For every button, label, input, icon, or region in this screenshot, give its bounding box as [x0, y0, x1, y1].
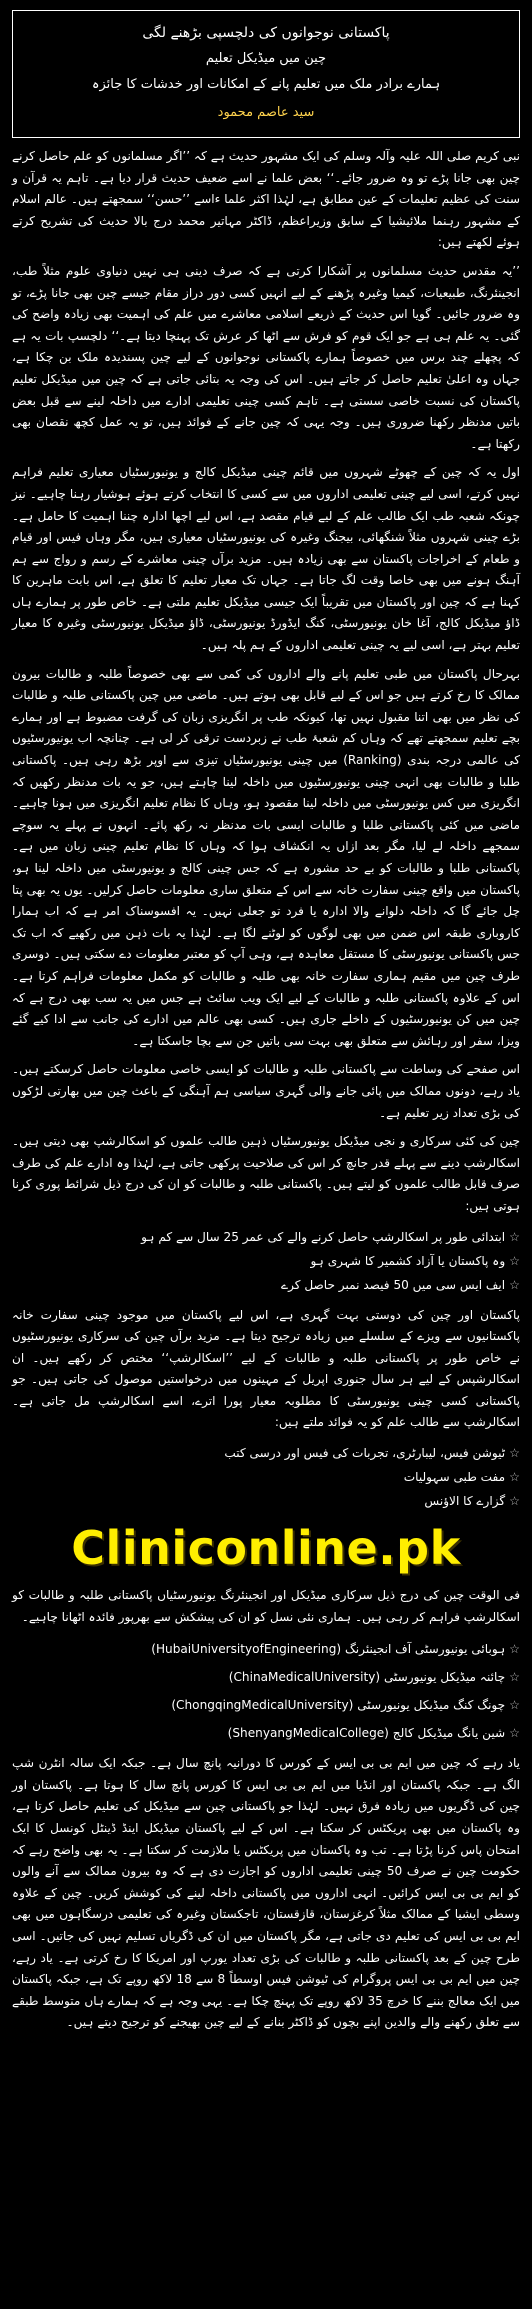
university-name-english: (ChinaMedicalUniversity)	[228, 1670, 381, 1685]
star-icon: ☆	[509, 1470, 520, 1485]
list-item-text: وہ پاکستان یا آزاد کشمیر کا شہری ہو	[310, 1253, 506, 1268]
university-name-urdu: چونگ کنگ میڈیکل یونیورسٹی	[357, 1698, 506, 1713]
university-name-english: (ShenyangMedicalCollege)	[227, 1726, 389, 1741]
article-body	[8, 146, 524, 2034]
list-item-text: گزارے کا الاؤنس	[424, 1494, 506, 1509]
star-icon: ☆	[509, 1446, 520, 1461]
list-item	[12, 1225, 520, 1249]
paragraph: فی الوقت چین کی درج ذیل سرکاری میڈیکل اور انجینئرنگ یونیورسٹیاں پاکستانی طلبہ و طالبات کو اسکالرشپ فراہم کر رہی ہیں۔ ہماری نئی نسل کو ان کی پیشکش سے بھرپور فائدہ اٹھانا چاہیے۔	[12, 1588, 520, 1624]
star-icon: ☆	[509, 1726, 520, 1741]
star-icon: ☆	[509, 1670, 520, 1685]
paragraph: بہرحال پاکستان میں طبی تعلیم پانے والے اداروں کی کمی سے بھی خصوصاً طلبہ و طالبات بیرون ممالک کا رخ کرتے ہیں جو اس کے لیے قابل بھی ہوتے ہیں۔ ماضی میں چین پاکستانی طلبہ و طالبات کی نظر میں بھی اتنا مقبول نہیں تھا، کیونکہ طب پر انگریزی زبان کی گرفت مضبوط ہے اور ہمارے بچے تعلیم سمجھتے تھے کہ وہاں کم شعبۂ طب نے زبردست ترقی کر لی ہے۔ چنانچہ اب یونیورسٹیوں کی عالمی درجہ بندی (Ranking) میں چینی یونیورسٹیاں تیزی سے اوپر بڑھ رہی ہیں۔ پاکستانی طلبا و طالبات بھی انہی چینی یونیورسٹیوں میں داخلہ لینا چاہتے ہیں، جو یہ بات مدنظر رکھیں کہ انگریزی میں کس یونیورسٹی میں داخلہ لینا مقصود ہو، وہاں کا نظام تعلیم انگریزی میں ہونا چاہیے۔ ماضی میں کئی پاکستانی طلبا و طالبات ایسی بات مدنظر نہ رکھ پائے۔ انہوں نے پہلے یہ سوچے سمجھے داخلہ لے لیا، مگر بعد ازاں یہ انکشاف ہوا کہ وہاں کا نظام تعلیم چینی زبان میں ہے۔ پاکستانی طلبا و طالبات کو بے حد مشورہ ہے کہ جس چینی کالج و یونیورسٹی میں داخلہ لینا ہو، پاکستان میں واقع چینی سفارت خانہ سے اس کے متعلق ساری معلومات حاصل کرلیں۔ یوں یہ بھی پتا چل جائے گا کہ داخلہ دلوانے والا ادارہ یا فرد تو جعلی نہیں۔ یہ افسوسناک امر ہے کہ اب ہمارا کاروباری طبقہ اس ضمن میں بھی لوگوں کو لوٹنے لگا ہے۔ لہٰذا یہ بات ذہن میں رکھیے کہ اب تک جس پاکستانی یونیورسٹی کا مستقل معاہدہ ہے، وہی آپ کو معتبر معلومات دے سکتی ہیں۔ دوسری طرف چین میں مقیم ہماری سفارت خانہ بھی طلبہ و طالبات کو مکمل معلومات فراہم کرتا ہے۔ اس کے علاوہ پاکستانی طلبہ و طالبات کے لیے ایک ویب سائٹ ہے جس میں یہ سب بھی درج ہے کہ چین میں کن یونیورسٹیوں کے داخلے جاری ہیں۔ کسی بھی عالم میں ادارے کی جانب سے ادا کیے گئے ویزا، سفر اور رہائش سے متعلق بھی بہت سی باتیں جن سے بچا جاسکتا ہے۔	[12, 666, 520, 1048]
requirements-list	[12, 1225, 520, 1297]
paragraph: اول یہ کہ چین کے چھوٹے شہروں میں قائم چینی میڈیکل کالج و یونیورسٹیاں معیاری تعلیم فراہم نہیں کرتے، اسی لیے چینی تعلیمی اداروں میں سے کسی کا انتخاب کرتے ہوئے ہوشیار رہنا چاہیے۔ نیز چونکہ شعبہ طب ایک طالب علم کے لیے قیام مقصد ہے، اس لیے اچھا ادارہ چننا اہمیت کا حامل ہے۔ بڑے چینی شہروں مثلاً شنگھائی، بیجنگ وغیرہ کی یونیورسٹیاں معیاری ہیں، مگر وہاں فیس اور قیام و طعام کے اخراجات پاکستان سے بھی زیادہ ہیں۔ مزید برآں چینی معاشرے کے رسم و رواج سے ہم آہنگ ہونے میں بھی خاصا وقت لگ جاتا ہے۔ جہاں تک معیار تعلیم کا تعلق ہے، اس بابت ماہرین کا کہنا ہے کہ چین اور پاکستان میں تقریباً ایک جیسی میڈیکل تعلیم ملتی ہے۔ خاص طور پر ہمارے ہاں ڈاؤ میڈیکل کالج، آغا خان یونیورسٹی، کنگ ایڈورڈ یونیورسٹی، ڈاؤ میڈیکل یونیورسٹی وغیرہ کا معیار تعلیم بہتر ہے، اسی لیے یہ چینی تعلیمی اداروں کے ہم پلہ ہیں۔	[12, 465, 520, 653]
headline: چین میں میڈیکل تعلیم	[205, 51, 327, 66]
list-item	[12, 1273, 520, 1297]
star-icon: ☆	[509, 1253, 520, 1268]
university-name-urdu: شین یانگ میڈیکل کالج	[392, 1726, 506, 1741]
paragraph: یاد رہے کہ چین میں ایم بی بی ایس کے کورس کا دورانیہ پانچ سال ہے۔ جبکہ ایک سالہ انٹرن شپ الگ ہے۔ جبکہ پاکستان اور انڈیا میں ایم بی بی ایس کا کورس پانچ سال کا ہوتا ہے۔ پاکستان اور چین کی ڈگریوں میں زیادہ فرق نہیں۔ لہٰذا جو پاکستانی چین سے میڈیکل کی تعلیم حاصل کرتا ہے، وہ پاکستان میں بھی پریکٹس کر سکتا ہے۔ اس کے لیے پاکستان میڈیکل اینڈ ڈینٹل کونسل کا ایک امتحان پاس کرنا پڑتا ہے۔ تب وہ پاکستان میں پریکٹس یا ملازمت کر سکتا ہے۔ یہ بھی واضح رہے کہ حکومت چین نے صرف 50 چینی تعلیمی اداروں کو اجازت دی ہے کہ وہ بیرون ممالک سے آنے والوں کو ایم بی بی ایس کرائیں۔ انہی اداروں میں پاکستانی داخلہ لینے کی کوشش کریں۔ چین کے علاوہ وسطی ایشیا کے ممالک مثلاً کرغزستان، قازقستان، تاجکستان وغیرہ کی تعلیمی درسگاہوں میں بھی ایم بی بی ایس کی تعلیم دی جاتی ہے، مگر پاکستان میں ان کی ڈگریاں تسلیم نہیں کی جاتیں۔ اسی طرح چین کے بعد پاکستانی طلبہ و طالبات کی بڑی تعداد یورپ اور امریکا کا رخ کرتی ہے۔ یاد رہے، چین میں ایم بی بی ایس پروگرام کی ٹیوشن فیس اوسطاً 8 سے 18 لاکھ روپے تک ہے، جبکہ پاکستان میں ایک معالج بننے کا خرچ 35 لاکھ روپے تک پہنچ چکا ہے۔ یہی وجہ ہے کہ ہمارے ہاں متوسط طبقے سے تعلق رکھنے والے والدین اپنے بچوں کو ڈاکٹر بنانے کے لیے چین بھیجنے کو ترجیح دیتے ہیں۔	[12, 1756, 521, 2030]
university-item	[12, 1719, 520, 1747]
author-byline: سید عاصم محمود	[217, 105, 315, 120]
list-item-text: ایف ایس سی میں 50 فیصد نمبر حاصل کرے	[281, 1277, 506, 1292]
university-name-english: (ChongqingMedicalUniversity)	[171, 1698, 354, 1713]
university-item	[12, 1635, 520, 1663]
university-item	[12, 1663, 520, 1691]
star-icon: ☆	[509, 1698, 520, 1713]
benefits-list	[12, 1441, 520, 1513]
paragraph: اس صفحے کی وساطت سے پاکستانی طلبہ و طالبات کو ایسی خاصی معلومات حاصل کرسکتے ہیں۔ یاد رہے، دونوں ممالک میں پائی جانے والی گہری سیاسی ہم آہنگی کے باعث چین میں بھارتی لڑکوں کی بڑی تعداد زیر تعلیم ہے۔	[12, 1062, 520, 1120]
title-box	[12, 10, 520, 138]
list-item	[12, 1441, 520, 1465]
university-name-english: (HubaiUniversityofEngineering)	[151, 1642, 342, 1657]
list-item	[12, 1465, 520, 1489]
list-item	[12, 1489, 520, 1513]
paragraph: ’’یہ مقدس حدیث مسلمانوں پر آشکارا کرتی ہے کہ صرف دینی ہی نہیں دنیاوی علوم مثلاً طب، انجینئرنگ، طبیعیات، کیمیا وغیرہ پڑھنے کے لیے انہیں کسی دور دراز مقام جیسے چین بھی جانا پڑے، تو وہ ضرور جائیں۔ گویا اس حدیث کے ذریعے اسلامی معاشرے میں علم کی اہمیت بھی زیادہ واضح کی گئی۔ یہ علم ہی ہے جو ایک قوم کو فرش سے اٹھا کر عرش تک پہنچا دیتا ہے۔‘‘ دلچسپ بات یہ ہے کہ پچھلے چند برس میں خصوصاً ہمارے پاکستانی نوجوانوں کے لیے چین پسندیدہ ملک بن چکا ہے، جہاں وہ اعلیٰ تعلیم حاصل کر جاتے ہیں۔ اس کی وجہ یہ بتائی جاتی ہے کہ چین میں میڈیکل تعلیم پاکستان کی نسبت خاصی سستی ہے۔ تاہم کسی چینی تعلیمی ادارے میں داخلہ لینے سے قبل بعض باتیں مدنظر رکھنا ضروری ہیں۔ وجہ یہی کہ چین جانے کے فوائد ہیں، تو یہ عمل کچھ نقصان بھی رکھتا ہے۔	[12, 263, 520, 451]
list-item-text: مفت طبی سہولیات	[403, 1470, 506, 1485]
list-item-text: ابتدائی طور پر اسکالرشپ حاصل کرنے والے کی عمر 25 سال سے کم ہو	[141, 1229, 506, 1244]
paragraph: نبی کریم صلی اللہ علیہ وآلہ وسلم کی ایک مشہور حدیث ہے کہ ’’اگر مسلمانوں کو علم حاصل کرنے چین بھی جانا پڑے تو وہ ضرور جائے۔‘‘ بعض علما نے اسے ضعیف حدیث قرار دیا ہے۔ تاہم یہ قرآن و سنت کی عظیم تعلیمات کے عین مطابق ہے، لہٰذا اکثر علما ءاسے ’’حسن‘‘ سمجھتے ہیں۔ عالم اسلام کے مشہور رہنما ملائیشیا کے سابق وزیراعظم، ڈاکٹر مہاتیر محمد درج بالا حدیث کی تشریح کرتے ہوئے لکھتے ہیں:	[12, 149, 520, 250]
list-item	[12, 1249, 520, 1273]
paragraph: چین کی کئی سرکاری و نجی میڈیکل یونیورسٹیاں ذہین طالب علموں کو اسکالرشپ بھی دیتی ہیں۔ اسکالرشپ دینے سے پہلے قدر جانچ کر اس کی صلاحیت پرکھی جاتی ہے، لہٰذا وہ ادارے علم کی طرف صرف قابل طالب علموں کو لیتے ہیں۔ پاکستانی طلبہ و طالبات کو ان کی درج ذیل شرائط پوری کرنا ہوتی ہیں:	[12, 1134, 520, 1213]
subheadline: ہمارے برادر ملک میں تعلیم پانے کے امکانات اور خدشات کا جائزہ	[91, 77, 441, 92]
star-icon: ☆	[509, 1642, 520, 1657]
list-item-text: ٹیوشن فیس، لیبارٹری، تجربات کی فیس اور درسی کتب	[224, 1446, 506, 1461]
star-icon: ☆	[509, 1277, 520, 1292]
universities-list	[12, 1635, 520, 1747]
paragraph: پاکستان اور چین کی دوستی بہت گہری ہے، اس لیے پاکستان میں موجود چینی سفارت خانہ پاکستانیوں سے ویزے کے سلسلے میں زیادہ ترجیح دیتا ہے۔ مزید برآں چین کی سرکاری یونیورسٹیوں نے خاص طور پر پاکستانی طلبہ و طالبات کے لیے ’’اسکالرشپ‘‘ مختص کر رکھے ہیں۔ ان اسکالرشپس کے لیے ہر سال جنوری اپریل کے مہینوں میں درخواستیں موصول کی جاتی ہیں۔ جو پاکستانی کسی چینی یونیورسٹی کا مطلوبہ معیار پورا اترے، اسے اسکالرشپ مل جاتی ہے۔ اسکالرشپ سے طالب علم کو یہ فوائد ملتے ہیں:	[12, 1307, 520, 1430]
headline-kicker: پاکستانی نوجوانوں کی دلچسپی بڑھنے لگی	[142, 25, 390, 41]
university-name-urdu: ہوبائی یونیورسٹی آف انجینئرنگ	[344, 1642, 506, 1657]
star-icon: ☆	[509, 1229, 520, 1244]
cliniconline-logo: Cliniconline.pk	[71, 1521, 461, 1576]
university-name-urdu: چائنہ میڈیکل یونیورسٹی	[383, 1670, 506, 1685]
university-item	[12, 1691, 520, 1719]
star-icon: ☆	[509, 1494, 520, 1509]
